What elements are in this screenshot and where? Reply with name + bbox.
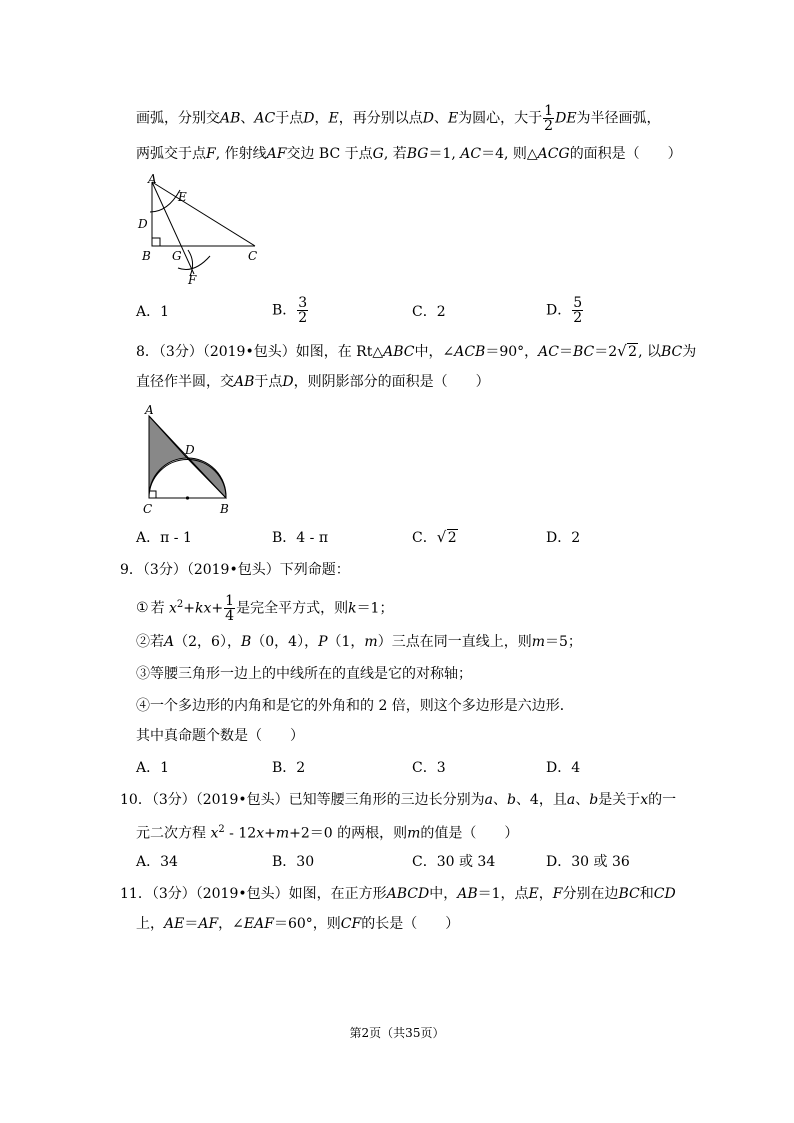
label-D: D	[138, 217, 148, 231]
label-A: A	[148, 172, 157, 186]
label-B: B	[220, 502, 229, 516]
q8-text-line2: 直径作半圆，交AB于点D，则阴影部分的面积是（ ）	[136, 374, 490, 390]
q8-option-d: D．2	[546, 530, 581, 546]
q10-text-line2: 元二次方程 $x^2 - 12x+m+2=0$ 的两根，则m的值是（ ）	[136, 824, 519, 842]
q8-option-a: A．π - 1	[136, 530, 192, 546]
q9-prop-3: ③等腰三角形一边上的中线所在的直线是它的对称轴；	[136, 666, 472, 682]
label-G: G	[172, 249, 182, 263]
label-A: A	[145, 403, 154, 417]
q8-option-b: B．4 - π	[272, 530, 329, 546]
q9-prop-1: ① 若 $x^2+kx+$ $\frac{1}{4}$ 是完全平方式，则k＝1；	[136, 593, 394, 624]
q9-option-b: B．2	[272, 760, 306, 776]
q10-option-d: D．30 或 36	[546, 854, 630, 870]
q9-prop-4: ④一个多边形的内角和是它的外角和的 2 倍，则这个多边形是六边形．	[136, 698, 574, 714]
q9-option-d: D．4	[546, 760, 581, 776]
q7-text-line1: 画弧，分别交AB、AC于点D，E，再分别以点D、E为圆心，大于 $\frac{1}{2}$ DE为半径画弧，	[136, 103, 661, 134]
q8-option-c: C．√ 2	[412, 528, 458, 548]
q7-option-a: A．1	[136, 304, 170, 320]
q7-text-line2: 两弧交于点F, 作射线AF交边 BC 于点G, 若BG＝1, AC＝4, 则△ACG的面积是（ ）	[136, 146, 682, 162]
q11-text-line1: 11．（3分）（2019•包头）如图，在正方形ABCD中，AB＝1，点E，F分别在边BC和CD	[120, 886, 676, 902]
q9-option-c: C．3	[412, 760, 446, 776]
label-D: D	[185, 443, 195, 457]
q7-option-d: D． $\frac{5}{2}$	[546, 295, 583, 326]
q8-figure	[135, 400, 245, 520]
q10-option-b: B．30	[272, 854, 315, 870]
page-footer: 第2页（共35页）	[349, 1026, 445, 1040]
label-C: C	[248, 249, 258, 263]
q7-option-b: B． $\frac{3}{2}$	[272, 295, 308, 326]
q10-option-a: A．34	[136, 854, 178, 870]
fraction: $\frac{1}{2}$	[544, 103, 554, 134]
q10-text-line1: 10．（3分）（2019•包头）已知等腰三角形的三边长分别为a、b、4，且a、b是关于x的一	[120, 792, 677, 808]
q7-figure	[130, 170, 270, 290]
q9-prop-2: ②若A（2，6），B（0，4），P（1，m）三点在同一直线上，则m＝5；	[136, 634, 582, 650]
q7-option-c: C．2	[412, 304, 446, 320]
q9-head: 9．（3分）（2019•包头）下列命题：	[120, 562, 350, 578]
q10-option-c: C．30 或 34	[412, 854, 496, 870]
label-F: F	[188, 273, 197, 287]
q9-option-a: A．1	[136, 760, 170, 776]
label-B: B	[142, 249, 151, 263]
label-C: C	[143, 502, 153, 516]
q11-text-line2: 上，AE＝AF，∠EAF＝60°，则CF的长是（ ）	[136, 916, 460, 932]
label-E: E	[178, 190, 187, 204]
sqrt: √ 2	[617, 342, 638, 362]
q8-text-line1: 8．（3分）（2019•包头）如图，在 Rt△ABC中，∠ACB＝90°，AC＝BC＝2√ 2, 以BC为	[136, 342, 696, 362]
q9-tail: 其中真命题个数是（ ）	[136, 728, 304, 744]
